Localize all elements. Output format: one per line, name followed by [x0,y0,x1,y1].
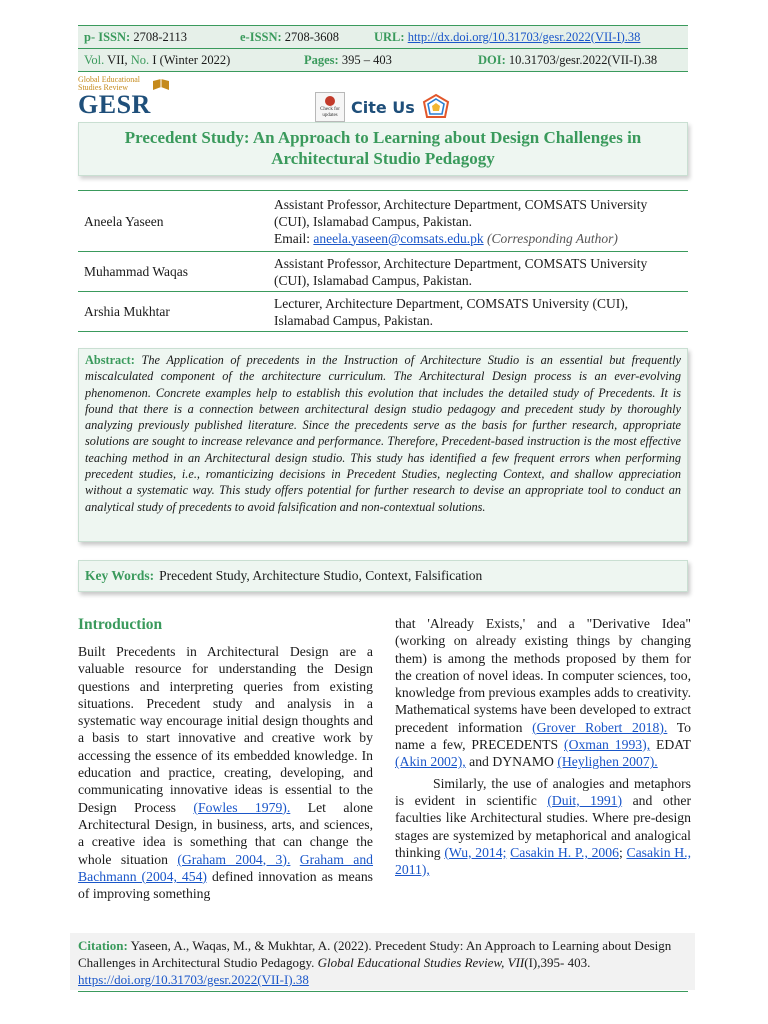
abstract-label: Abstract: [85,353,135,367]
keywords-label: Key Words: [85,568,155,583]
title-box [78,122,688,176]
no-label: No. [130,52,150,67]
ref-heylighen-link[interactable]: (Heylighen 2007). [557,754,658,770]
ref-duit-link[interactable]: (Duit, 1991) [547,792,623,808]
author-name: Muhammad Waqas [78,252,268,292]
keywords-box [78,560,688,592]
citation-pages: (I),395- 403. [524,955,591,970]
ref-graham-bachmann-link[interactable]: Graham and Bachmann (2004, 454) [78,851,374,884]
book-icon [152,78,170,92]
author-affiliation: Lecturer, Architecture Department, COMSATS University (CUI), Islamabad Campus, Pakistan. [268,292,688,332]
intro-text: defined innovation as means of improving something [78,868,373,902]
section-heading: Introduction [78,616,163,633]
no-value: I (Winter 2022) [152,52,231,67]
intro-text: EDAT [650,737,691,753]
check-updates-line1: Check for [320,106,340,112]
intro-text: Built Precedents in Architectural Design are a valuable resource for understanding the Design questions and interpreting queries from existing situations. Precedent study and analysis in a systematic way encourage initial design thoughts and a basis to start innovative and creative work by accessing the essence of its embedded knowledge. In education and practice, creating, developing, and communicating innovative ideas is essential to the Design Process [78,644,373,815]
header-issn-row [78,26,688,48]
authors-table [78,190,688,332]
ref-separator: ; [618,844,623,860]
pissn-value: 2708-2113 [133,29,188,44]
header-bottom-rule [78,71,688,72]
email-label: Email: [274,230,310,246]
keywords-text: Precedent Study, Architecture Studio, Context, Falsification [159,568,483,583]
citation-journal: Global Educational Studies Review, [317,955,505,970]
right-column [395,615,691,878]
author-row [78,252,688,292]
ref-casakin-2011-link[interactable]: Casakin H., 2011), [395,844,691,878]
check-updates-line2: updates [322,112,338,118]
url-link[interactable]: http://dx.doi.org/10.31703/gesr.2022(VII-I).38 [407,29,641,44]
ref-akin-link[interactable]: (Akin 2002), [395,754,466,770]
journal-logo [78,76,178,122]
author-affiliation [268,191,688,252]
citation-block [78,937,678,988]
author-name: Arshia Mukhtar [78,292,268,332]
ref-fowles-link[interactable]: (Fowles 1979). [193,799,291,815]
cite-us-button[interactable]: Cite Us [351,97,415,117]
footer-rule [78,991,688,992]
url-label: URL: [374,29,405,44]
author-email-link[interactable]: aneela.yaseen@comsats.edu.pk [313,230,484,246]
check-for-updates-button[interactable] [315,92,345,122]
vol-label: Vol. [84,52,105,67]
intro-text: and other faculties like Architectural studies. Where pre-design stages are systemized by metaphorical and analogical thinking [395,792,692,860]
author-row [78,292,688,332]
eissn-value: 2708-3608 [284,29,339,44]
eissn-label: e-ISSN: [240,29,282,44]
logo-title: GESR [78,90,151,119]
citation-label: Citation: [78,938,128,953]
doi-label: DOI: [478,52,506,67]
intro-paragraph [395,775,691,879]
header-volume-row [78,49,688,71]
corresponding-note: (Corresponding Author) [487,230,618,246]
paper-title: Precedent Study: An Approach to Learning about Design Challenges in Architectural Studio Pedagogy [124,128,642,168]
pissn-label: p- ISSN: [84,29,131,44]
pages-value: 395 – 403 [341,52,392,67]
ref-grover-link[interactable]: (Grover Robert 2018). [532,719,668,735]
pages-label: Pages: [304,52,339,67]
ref-graham-link[interactable]: (Graham 2004, 3). [177,851,291,867]
author-row [78,191,688,252]
citation-text: Yaseen, A., Waqas, M., & Mukhtar, A. (2022). Precedent Study: An Approach to Learning about Design Challenges in Architectural Studio Pedagogy. [78,938,672,970]
cite-us-icon [421,93,451,121]
badge-area [315,93,451,121]
citation-doi-link[interactable]: https://doi.org/10.31703/gesr.2022(VII-I).38 [78,972,309,987]
abstract-box [78,348,688,542]
intro-text: Similarly, the use of analogies and metaphors is evident in scientific [395,775,691,808]
author-affiliation-text: Assistant Professor, Architecture Department, COMSATS University (CUI), Islamabad Campus, Pakistan. [274,196,648,229]
left-column [78,643,373,902]
author-name: Aneela Yaseen [78,191,268,252]
ref-casakin-2006-link[interactable]: Casakin H. P., 2006 [510,844,619,860]
author-affiliation: Assistant Professor, Architecture Department, COMSATS University (CUI), Islamabad Campus, Pakistan. [268,252,688,292]
vol-value: VII, [107,52,128,67]
ref-oxman-link[interactable]: (Oxman 1993), [564,737,651,753]
intro-text: and DYNAMO [465,754,558,770]
intro-text: Let alone Architectural Design, in business, arts, and sciences, a creative idea is something that can change the whole situation [78,799,373,867]
check-updates-icon [325,96,335,106]
abstract-text: The Application of precedents in the Instruction of Architecture Studio is an essential but frequently miscalculated component of the architecture curriculum. The Architectural Design process is an ever-evolving phenomenon. Concrete examples help to establish this evolution that includes the detailed study of Precedents. It is found that there is a connection between architectural design studio pedagogy and precedent study by thoroughly analyzing previously published literature. Since the precedents serve as the basis for further research, appropriate solutions are sought to increase relevance and performance. Therefore, Precedent-based instruction is the most effective teaching method in an Architectural design studio. This study has identified a few frequent errors when performing precedent studies, i.e., romanticizing decisions in Precedent Studies, neglecting Context, and shallow appreciation without a systematic way. This study offers potential for further research to devise an appropriate tool to conduct an analytical study of precedents to avoid falsification and non-contextual solutions. [85,353,682,514]
intro-paragraph [78,643,373,902]
intro-text: To name a few, PRECEDENTS [395,719,691,753]
intro-paragraph [395,615,691,771]
intro-text: that 'Already Exists,' and a "Derivative Idea" (working on already existing things by changing them) is among the methods proposed by them for the creation of novel ideas. In computer sciences, too, knowledge from previous examples adds to creativity. Mathematical systems have been developed to extract precedent information [395,616,691,735]
ref-wu-link[interactable]: (Wu, 2014; [444,844,507,860]
citation-volume: VII [507,955,525,970]
doi-value: 10.31703/gesr.2022(VII-I).38 [508,52,658,67]
logo-subtitle: Global Educational Studies Review [78,75,140,92]
